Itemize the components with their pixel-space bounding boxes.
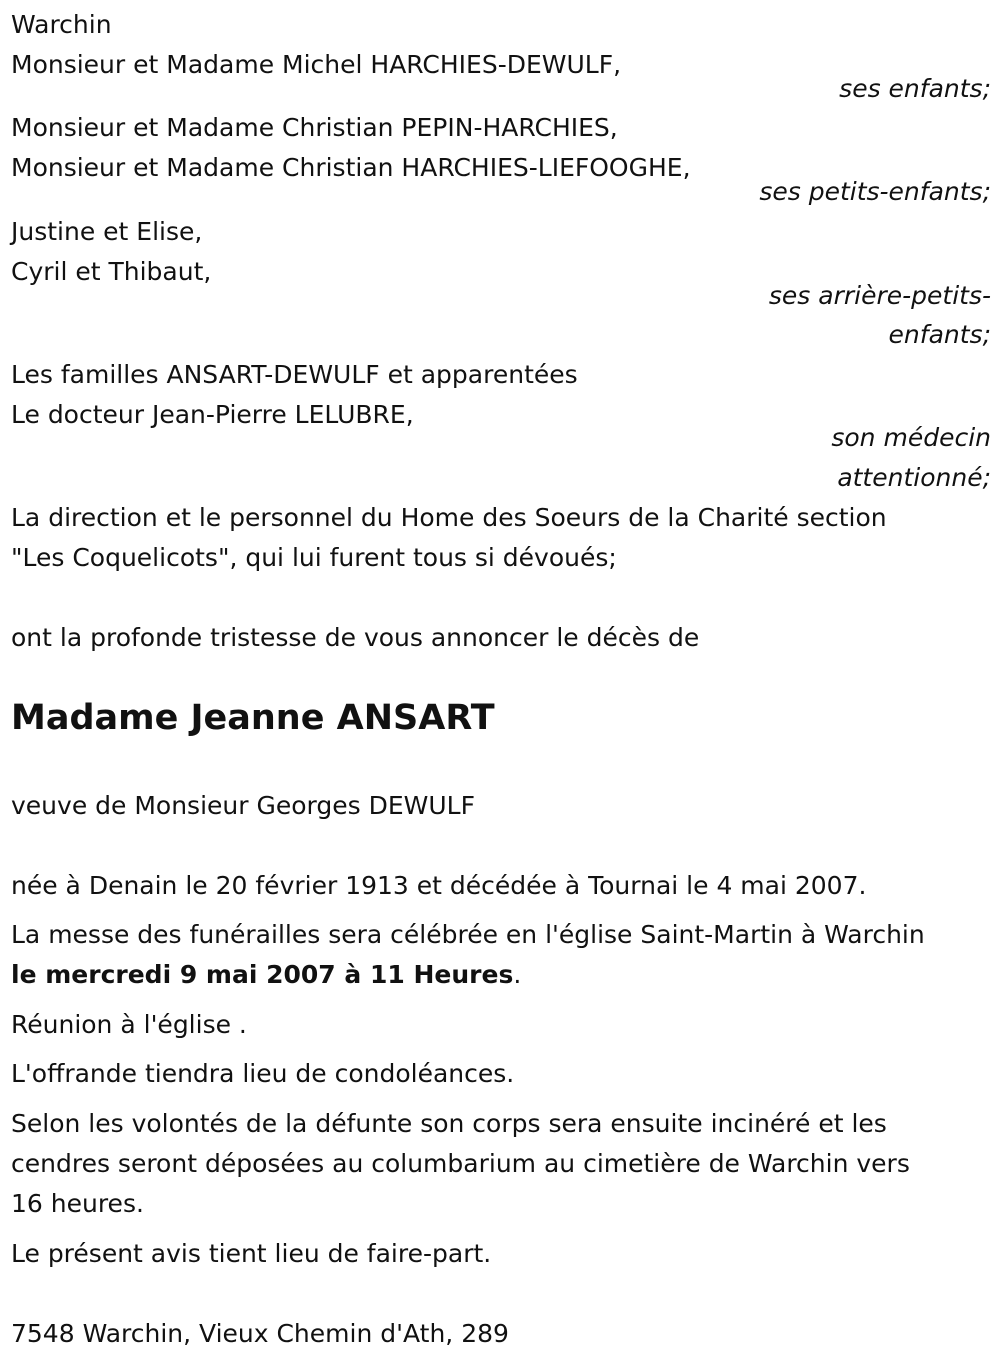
funeral-mass-date-bold: le mercredi 9 mai 2007 à 11 Heures	[11, 960, 514, 989]
announcement: ont la profonde tristesse de vous annoncer le décès de	[11, 623, 700, 652]
children-names: Monsieur et Madame Michel HARCHIES-DEWULF,	[11, 50, 622, 79]
cremation-line3: 16 heures.	[11, 1189, 144, 1218]
great-grandchildren-role-line1: ses arrière-petits-	[768, 281, 991, 310]
care-home-line2: "Les Coquelicots", qui lui furent tous si dévoués;	[11, 543, 617, 572]
grandchildren-role: ses petits-enfants;	[759, 177, 991, 206]
notice-statement: Le présent avis tient lieu de faire-part.	[11, 1239, 492, 1268]
widow-of: veuve de Monsieur Georges DEWULF	[11, 791, 475, 820]
place-heading: Warchin	[11, 10, 112, 39]
meeting-place: Réunion à l'église .	[11, 1010, 247, 1039]
doctor-role-line1: son médecin	[831, 423, 991, 452]
great-grandchildren-2: Cyril et Thibaut,	[11, 257, 212, 286]
deceased-name: Madame Jeanne ANSART	[11, 698, 495, 738]
doctor-name: Le docteur Jean-Pierre LELUBRE,	[11, 400, 414, 429]
children-role: ses enfants;	[839, 74, 991, 103]
birth-death-dates: née à Denain le 20 février 1913 et décédée à Tournai le 4 mai 2007.	[11, 871, 867, 900]
related-families: Les familles ANSART-DEWULF et apparentées	[11, 360, 578, 389]
funeral-mass-line1: La messe des funérailles sera célébrée en l'église Saint-Martin à Warchin	[11, 920, 925, 949]
funeral-mass-date-end: .	[513, 960, 522, 989]
offering-note: L'offrande tiendra lieu de condoléances.	[11, 1059, 515, 1088]
cremation-line2: cendres seront déposées au columbarium au cimetière de Warchin vers	[11, 1149, 910, 1178]
great-grandchildren-1: Justine et Elise,	[11, 217, 203, 246]
grandchild-couple-1: Monsieur et Madame Christian PEPIN-HARCHIES,	[11, 113, 618, 142]
great-grandchildren-role-line2: enfants;	[888, 320, 991, 349]
grandchild-couple-2: Monsieur et Madame Christian HARCHIES-LIEFOOGHE,	[11, 153, 691, 182]
care-home-line1: La direction et le personnel du Home des Soeurs de la Charité section	[11, 503, 887, 532]
funeral-mass-date	[11, 955, 521, 995]
doctor-role-line2: attentionné;	[837, 463, 991, 492]
cremation-line1: Selon les volontés de la défunte son corps sera ensuite incinéré et les	[11, 1109, 887, 1138]
address: 7548 Warchin, Vieux Chemin d'Ath, 289	[11, 1319, 509, 1348]
